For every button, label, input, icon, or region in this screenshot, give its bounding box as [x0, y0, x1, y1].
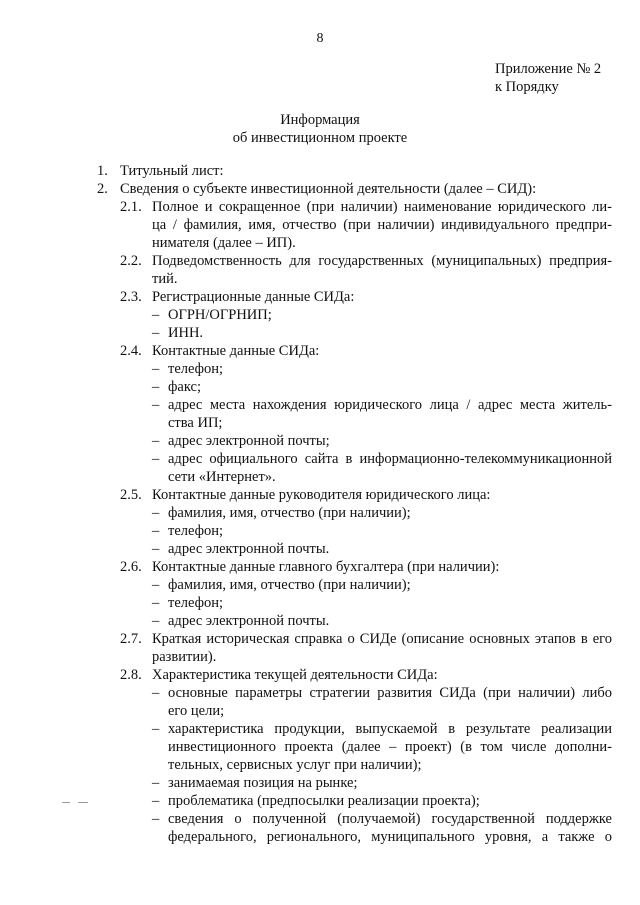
appendix-line-1: Приложение № 2	[495, 61, 602, 77]
bullet-dash: –	[152, 451, 160, 467]
bullet-text: инвестиционного проекта (далее – проект) (в том числе дополни-	[168, 739, 612, 755]
subitem-text: Подведомственность для государственных (муниципальных) предприя-	[152, 253, 612, 269]
bullet-dash: –	[152, 379, 160, 395]
bullet-text: его цели;	[168, 703, 225, 719]
scan-mark	[78, 802, 88, 803]
subitem-text: Краткая историческая справка о СИДе (описание основных этапов в его	[152, 631, 612, 647]
subitem-text: Характеристика текущей деятельности СИДа:	[152, 667, 438, 683]
subitem-text: Контактные данные СИДа:	[152, 343, 320, 359]
bullet-text: занимаемая позиция на рынке;	[168, 775, 358, 791]
bullet-text: адрес электронной почты.	[168, 613, 330, 629]
bullet-dash: –	[152, 721, 160, 737]
bullet-dash: –	[152, 775, 160, 791]
bullet-text: адрес места нахождения юридического лица / адрес места житель-	[168, 397, 612, 413]
bullet-dash: –	[152, 793, 160, 809]
bullet-text: телефон;	[168, 361, 224, 377]
subitem-number: 2.5.	[120, 487, 142, 503]
bullet-dash: –	[152, 685, 160, 701]
subitem-number: 2.1.	[120, 199, 142, 215]
bullet-dash: –	[152, 595, 160, 611]
subitem-number: 2.3.	[120, 289, 142, 305]
subitem-number: 2.6.	[120, 559, 142, 575]
subitem-text: Контактные данные руководителя юридического лица:	[152, 487, 491, 503]
bullet-text: фамилия, имя, отчество (при наличии);	[168, 577, 411, 593]
subitem-text: Контактные данные главного бухгалтера (при наличии):	[152, 559, 500, 575]
bullet-text: ства ИП;	[168, 415, 223, 431]
subitem-text: Регистрационные данные СИДа:	[152, 289, 355, 305]
bullet-text: адрес электронной почты;	[168, 433, 330, 449]
bullet-dash: –	[152, 613, 160, 629]
bullet-text: адрес электронной почты.	[168, 541, 330, 557]
subitem-text: тий.	[152, 271, 178, 287]
bullet-text: сведения о полученной (получаемой) государственной поддержке	[168, 811, 612, 827]
item-number: 1.	[97, 163, 108, 179]
subitem-text: нимателя (далее – ИП).	[152, 235, 296, 251]
bullet-text: характеристика продукции, выпускаемой в результате реализации	[168, 721, 612, 737]
bullet-text: ОГРН/ОГРНИП;	[168, 307, 272, 323]
bullet-text: телефон;	[168, 595, 224, 611]
document-subtitle: об инвестиционном проекте	[232, 130, 408, 146]
subitem-text: развитии).	[152, 649, 217, 665]
appendix-line-2: к Порядку	[495, 79, 559, 95]
bullet-dash: –	[152, 541, 160, 557]
subitem-number: 2.2.	[120, 253, 142, 269]
subitem-text: ца / фамилия, имя, отчество (при наличии) индивидуального предпри-	[152, 217, 612, 233]
bullet-text: фамилия, имя, отчество (при наличии);	[168, 505, 411, 521]
subitem-number: 2.7.	[120, 631, 142, 647]
bullet-text: сети «Интернет».	[168, 469, 276, 485]
bullet-dash: –	[152, 811, 160, 827]
subitem-number: 2.4.	[120, 343, 142, 359]
bullet-dash: –	[152, 307, 160, 323]
bullet-dash: –	[152, 397, 160, 413]
bullet-text: телефон;	[168, 523, 224, 539]
bullet-dash: –	[152, 523, 160, 539]
subitem-text: Полное и сокращенное (при наличии) наименование юридического ли-	[152, 199, 612, 215]
bullet-text: проблематика (предпосылки реализации проекта);	[168, 793, 480, 809]
bullet-dash: –	[152, 577, 160, 593]
item-text: Сведения о субъекте инвестиционной деятельности (далее – СИД):	[120, 181, 537, 197]
document-title: Информация	[280, 112, 360, 128]
bullet-dash: –	[152, 325, 160, 341]
scan-mark	[62, 802, 70, 803]
bullet-dash: –	[152, 361, 160, 377]
bullet-dash: –	[152, 505, 160, 521]
bullet-text: федерального, регионального, муниципального уровня, а также о	[168, 829, 612, 845]
bullet-text: ИНН.	[168, 325, 204, 341]
subitem-number: 2.8.	[120, 667, 142, 683]
bullet-text: адрес официального сайта в информационно-телекоммуникационной	[168, 451, 612, 467]
bullet-text: факс;	[168, 379, 201, 395]
item-number: 2.	[97, 181, 108, 197]
bullet-text: тельных, сервисных услуг при наличии);	[168, 757, 422, 773]
bullet-dash: –	[152, 433, 160, 449]
item-text: Титульный лист:	[120, 163, 224, 179]
page-number: 8	[316, 31, 324, 46]
bullet-text: основные параметры стратегии развития СИДа (при наличии) либо	[168, 685, 612, 701]
